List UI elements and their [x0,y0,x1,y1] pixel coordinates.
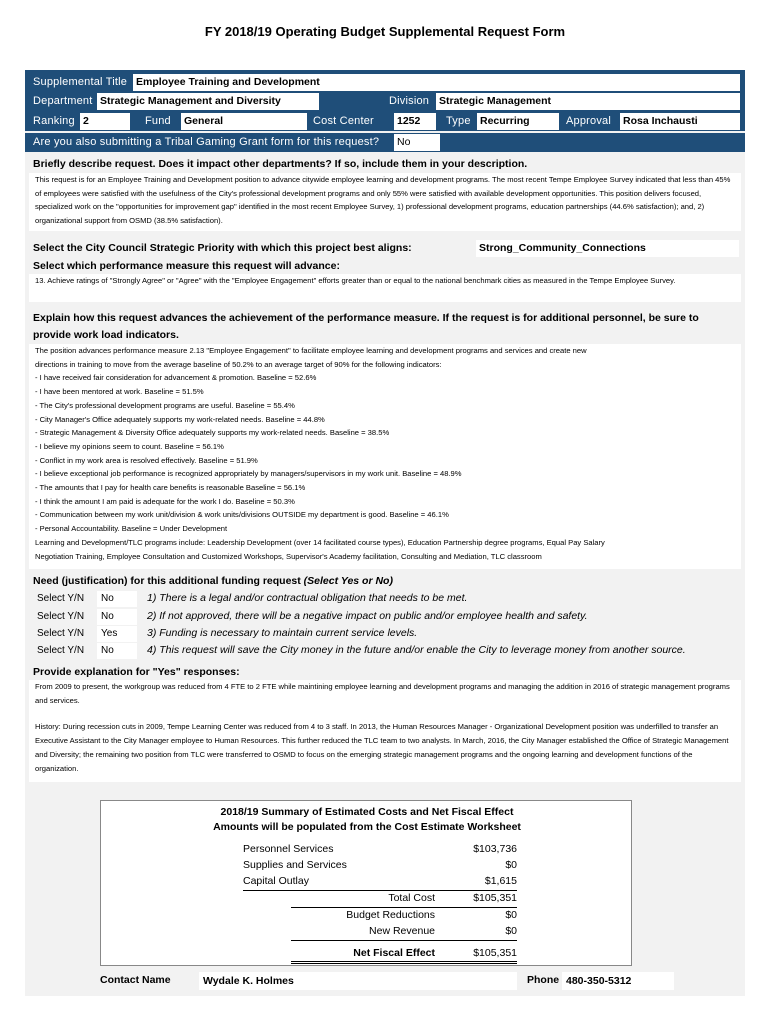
department-label: Department [33,95,93,107]
select-yn-label: Select Y/N [37,611,85,622]
approval-label: Approval [566,115,612,127]
describe-textbox[interactable] [29,173,741,231]
need-row-2 [37,609,737,625]
supplies-label: Supplies and Services [243,859,347,871]
cost-summary [100,800,632,966]
need-row-1 [37,591,737,607]
division-label: Division [389,95,430,107]
tribal-gaming-row [25,133,745,152]
capital-label: Capital Outlay [243,875,309,887]
need-4-statement: 4) This request will save the City money in the future and/or enable the City to leverage money from another source. [147,644,686,656]
explain-line: directions in training to move from the average baseline of 50.2% to an average target of 90% for the following indicators: [35,359,442,369]
phone-label: Phone [527,974,560,986]
summary-row-total [291,892,517,908]
describe-text: This request is for an Employee Training and Development position to advance citywide employee learning and development programs. The most recent Tempe Employee Survey indicated that less than 45% of employees were satisfied with the usefulness of the City's professional development programs and only 55% were satisfied with available development opportunities. This position delivers focused, specialized work on the "opportunities for improvement gap" identified in the most recent Employee Survey, 1) professional development programs, education partnerships (44.6% satisfaction); and, 2) organizational support from OSMD (38.5% satisfaction). [35,175,731,226]
explain-line: - Personal Accountability. Baseline = Under Development [35,524,228,534]
personnel-label: Personnel Services [243,843,334,855]
summary-row-revenue [291,925,517,941]
type-field[interactable]: Recurring [477,113,559,130]
form-header [25,70,745,131]
capital-value: $1,615 [484,875,517,887]
personnel-value: $103,736 [473,843,517,855]
measure-text: 13. Achieve ratings of "Strongly Agree" or "Agree" with the "Employee Engagement" efforts greater than or equal to the national benchmark cities as measured in the Tempe Employee Survey. [35,276,676,285]
explain-heading-line1: Explain how this request advances the achievement of the performance measure. If the request is for additional personnel, be sure to [33,312,699,324]
net-label: Net Fiscal Effect [353,947,435,959]
need-4-select[interactable]: No [97,643,137,659]
explain-line: The position advances performance measure 2.13 "Employee Engagement" to facilitate employee learning and development programs and services and create new [35,346,587,355]
priority-field[interactable]: Strong_Community_Connections [476,240,739,257]
need-2-statement: 2) If not approved, there will be a negative impact on public and/or employee health and safety. [147,610,588,622]
need-heading-text: Need (justification) for this additional funding request [33,575,304,587]
contact-name-field[interactable]: Wydale K. Holmes [199,972,517,990]
reductions-value: $0 [505,909,517,921]
need-row-4 [37,643,737,659]
explain-line: - Strategic Management & Diversity Office adequately supports my work-related needs. Baseline = 38.5% [35,428,390,438]
explain-heading-line2: provide work load indicators. [33,329,179,341]
yes-explanation-para1: From 2009 to present, the workgroup was reduced from 4 FTE to 2 FTE while maintining employee learning and development programs and managing the addition in 2016 of strategic management programs and services. [35,682,730,705]
need-1-select[interactable]: No [97,591,137,607]
summary-title-line1: 2018/19 Summary of Estimated Costs and Net Fiscal Effect [220,806,514,818]
explain-line: - Conflict in my work area is resolved effectively. Baseline = 51.9% [35,455,258,465]
net-value: $105,351 [473,947,517,959]
type-label: Type [446,115,471,127]
need-3-statement: 3) Funding is necessary to maintain current service levels. [147,627,418,639]
total-label: Total Cost [388,892,435,904]
yes-explanation-para2: History: During recession cuts in 2009, Tempe Learning Center was reduced from 4 to 3 staff. In 2013, the Human Resources Manager - Organizational Development position was underfilled to transfer an Executive Assistant to the City Manager employee to Human Resources. This further reduced the TLC team to two analysts. In March, 2016, the City Manager established the Office of Strategic Management and Diversity; the remaining two position from TLC were transferred to OSMD to focus on the emerging strategic management programs and the ongoing learning and development functions of the organization. [35,722,729,773]
supplemental-title-field[interactable]: Employee Training and Development [133,74,740,91]
request-form [25,70,745,996]
explain-line: - I believe my opinions seem to count. Baseline = 56.1% [35,441,224,451]
measure-textbox[interactable] [29,274,741,302]
summary-title-line2: Amounts will be populated from the Cost Estimate Worksheet [213,821,521,833]
need-row-3 [37,626,737,642]
need-heading-italic: (Select Yes or No) [303,575,393,587]
approval-field[interactable]: Rosa Inchausti [620,113,740,130]
need-2-select[interactable]: No [97,609,137,625]
explain-line: - Communication between my work unit/division & work units/divisions OUTSIDE my department is good. Baseline = 46.1% [35,510,449,520]
summary-row-supplies [243,859,517,873]
explain-line: - The amounts that I pay for health care benefits is reasonable Baseline = 56.1% [35,483,306,493]
summary-title [101,805,633,835]
header-row-department [25,92,745,111]
select-yn-label: Select Y/N [37,628,85,639]
yes-explanation-heading: Provide explanation for "Yes" responses: [33,666,240,678]
need-3-select[interactable]: Yes [97,626,137,642]
select-yn-label: Select Y/N [37,593,85,604]
supplemental-title-label: Supplemental Title [33,76,128,88]
yes-explanation-textbox[interactable] [29,680,741,782]
explain-line: - I think the amount I am paid is adequate for the work I do. Baseline = 50.3% [35,496,295,506]
explain-line: - I have received fair consideration for advancement & promotion. Baseline = 52.6% [35,373,317,383]
ranking-field[interactable]: 2 [80,113,130,130]
measure-heading: Select which performance measure this request will advance: [33,260,340,272]
ranking-label: Ranking [33,115,75,127]
header-row-ranking [25,112,745,131]
select-yn-label: Select Y/N [37,645,85,656]
header-row-title [25,73,745,92]
cost-center-label: Cost Center [313,115,374,127]
revenue-label: New Revenue [369,925,435,937]
need-1-statement: 1) There is a legal and/or contractual obligation that needs to be met. [147,592,468,604]
explain-line: Negotiation Training, Employee Consultation and Customized Workshops, Supervisor's Academy facilitation, Consulting and Mediation, TLC classroom [35,551,542,561]
priority-heading: Select the City Council Strategic Priority with which this project best aligns: [33,242,412,254]
division-field[interactable]: Strategic Management [436,93,740,110]
total-value: $105,351 [473,892,517,904]
summary-row-capital [243,875,517,891]
supplies-value: $0 [505,859,517,871]
summary-row-net [291,947,517,964]
explain-textbox[interactable] [29,344,741,569]
reductions-label: Budget Reductions [346,909,435,921]
summary-row-reductions [291,909,517,923]
form-title: FY 2018/19 Operating Budget Supplemental Request Form [204,24,566,39]
explain-line: - I believe exceptional job performance is recognized appropriately by managers/supervisors in my work unit. Baseline = 48.9% [35,469,462,479]
department-field[interactable]: Strategic Management and Diversity [97,93,319,110]
summary-row-personnel [243,843,517,857]
phone-field[interactable]: 480-350-5312 [562,972,674,990]
tribal-gaming-field[interactable]: No [394,134,440,151]
explain-line: - The City's professional development programs are useful. Baseline = 55.4% [35,400,295,410]
fund-label: Fund [145,115,171,127]
describe-heading: Briefly describe request. Does it impact other departments? If so, include them in your description. [33,158,528,170]
explain-line: Learning and Development/TLC programs include: Leadership Development (over 14 facilitated course types), Education Partnership degree programs, Equal Pay Salary [35,537,605,547]
explain-line: - City Manager's Office adequately supports my work-related needs. Baseline = 44.8% [35,414,325,424]
revenue-value: $0 [505,925,517,937]
contact-name-label: Contact Name [100,974,171,986]
explain-line: - I have been mentored at work. Baseline = 51.5% [35,387,204,397]
need-heading [33,575,393,587]
fund-field[interactable]: General [181,113,307,130]
cost-center-field[interactable]: 1252 [394,113,436,130]
contact-row [25,970,745,992]
tribal-gaming-label: Are you also submitting a Tribal Gaming Grant form for this request? [33,136,380,148]
